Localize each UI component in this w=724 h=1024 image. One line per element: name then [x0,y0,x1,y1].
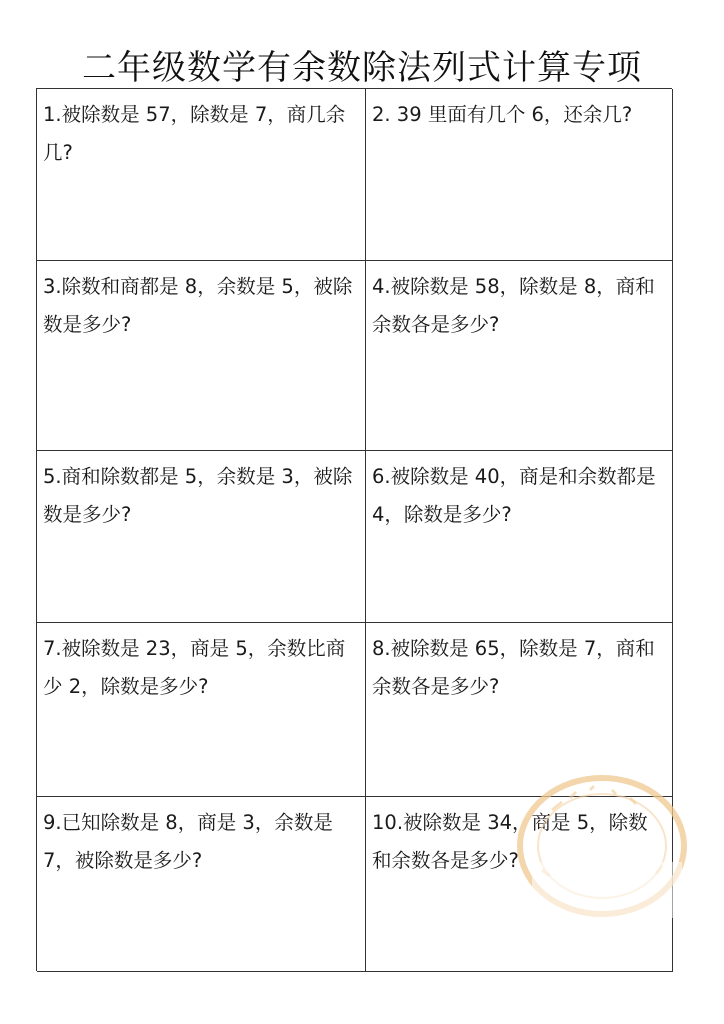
problem-cell-8: 8.被除数是 65，除数是 7，商和余数各是多少? [366,623,673,797]
problem-cell-7: 7.被除数是 23，商是 5，余数比商少 2，除数是多少? [37,623,366,797]
problem-cell-9: 9.已知除数是 8，商是 3，余数是 7，被除数是多少? [37,797,366,972]
problem-cell-4: 4.被除数是 58，除数是 8，商和余数各是多少? [366,261,673,451]
problem-cell-6: 6.被除数是 40，商是和余数都是 4，除数是多少? [366,451,673,623]
problem-cell-5: 5.商和除数都是 5，余数是 3，被除数是多少? [37,451,366,623]
problem-cell-2: 2. 39 里面有几个 6，还余几? [366,89,673,261]
problem-cell-1: 1.被除数是 57，除数是 7，商几余几? [37,89,366,261]
problem-cell-10: 10.被除数是 34，商是 5，除数和余数各是多少? [366,797,673,972]
problem-cell-3: 3.除数和商都是 8，余数是 5，被除数是多少? [37,261,366,451]
problem-grid [36,88,672,971]
page-title: 二年级数学有余数除法列式计算专项 [82,48,642,88]
